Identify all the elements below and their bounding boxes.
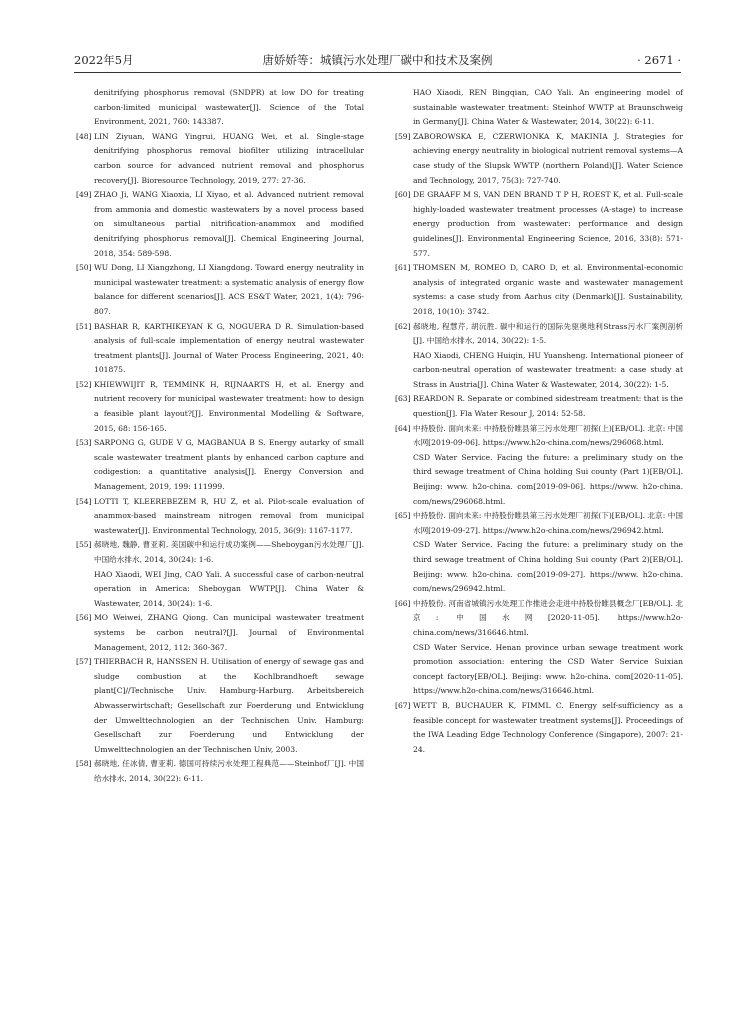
- reference-entry: [76, 261, 364, 319]
- reference-text: 中持股份. 面向未来: 中持股份睢县第三污水处理厂初探(上)[EB/OL]. 北京: 中国水网[2019-09-06]. https://www.h2o-china.com/news/296068.html.: [413, 423, 683, 448]
- reference-entry: [395, 392, 683, 421]
- reference-entry: [76, 538, 364, 611]
- reference-number: [64]: [395, 423, 411, 433]
- running-header: [74, 52, 681, 68]
- reference-text: MO Weiwei, ZHANG Qiong. Can municipal wastewater treatment systems be carbon neutral?[J]. Journal of Environmental Management, 2012, 112: 360-367.: [94, 613, 364, 652]
- reference-translation: HAO Xiaodi, WEI Jing, CAO Yali. A successful case of carbon-neutral operation in America: Sheboygan WWTP[J]. China Water & Wastewater, 2014, 30(24): 1-6.: [94, 569, 364, 608]
- reference-number: [56]: [76, 613, 92, 623]
- reference-number: [51]: [76, 321, 92, 331]
- reference-entry: [395, 130, 683, 188]
- reference-number: [61]: [395, 263, 411, 273]
- reference-number: [49]: [76, 190, 92, 200]
- reference-entry: [395, 261, 683, 319]
- reference-entry: [76, 188, 364, 261]
- reference-text: THIERBACH R, HANSSEN H. Utilisation of energy of sewage gas and sludge combustion at the Kochlbrandhoeft sewage plant[C]//Technische Univ. Hamburg-Harburg. Arbeitsbereich Abwasserwirtschaft; Gesellschaft zur Foerderung und Entwicklung der Umwelttechnologien an der Technischen Univ. Hamburg: Gesellschaft zur Foerderung und Entwicklung der Umwelttechnologien an der Technischen Univ, 2003.: [94, 657, 364, 754]
- reference-text: KHIEWWIJIT R, TEMMINK H, RIJNAARTS H, et al. Energy and nutrient recovery for municipal wastewater treatment: how to design a feasible plant layout?[J]. Environmental Modelling & Software, 2015, 68: 156-165.: [94, 379, 364, 433]
- reference-text: 郝晓地, 魏静, 曹亚莉. 美国碳中和运行成功案例——Sheboygan污水处理厂[J]. 中国给水排水, 2014, 30(24): 1-6.: [94, 540, 364, 564]
- reference-entry: [76, 611, 364, 655]
- reference-number: [48]: [76, 131, 92, 141]
- reference-number: [67]: [395, 700, 411, 710]
- reference-entry: [76, 320, 364, 378]
- reference-number: [60]: [395, 190, 411, 200]
- running-title: 唐娇娇等：城镇污水处理厂碳中和技术及案例: [262, 53, 493, 67]
- reference-entry: [76, 495, 364, 539]
- reference-number: [50]: [76, 263, 92, 273]
- reference-text: WU Dong, LI Xiangzhong, LI Xiangdong. Toward energy neutrality in municipal wastewater treatment: a systematic analysis of energy flow balance for different scenarios[J]. ACS ES&T Water, 2021, 1(4): 796-807.: [94, 263, 364, 316]
- reference-entry: [395, 699, 683, 757]
- reference-text: denitrifying phosphorus removal (SNDPR) at low DO for treating carbon-limited municipal wastewater[J]. Science of the Total Environment, 2021, 760: 143387.: [94, 88, 364, 127]
- reference-text: REARDON R. Separate or combined sidestream treatment: that is the question[J]. Fla Water Resour J, 2014: 52-58.: [413, 394, 683, 419]
- reference-entry: [76, 86, 364, 130]
- issue-date: 2022年5月: [74, 53, 134, 67]
- reference-text: THOMSEN M, ROMEO D, CARO D, et al. Environmental-economic analysis of integrated organic waste and wastewater management systems: a case study from Aarhus city (Denmark)[J]. Sustainability, 2018, 10(10): 3742.: [413, 263, 683, 316]
- reference-text: WETT B, BUCHAUER K, FIMML C. Energy self-sufficiency as a feasible concept for wastewater treatment systems[J]. Proceedings of the IWA Leading Edge Technology Conference (Singapore), 2007: 21-24.: [413, 700, 683, 754]
- reference-text: ZABOROWSKA E, CZERWIONKA K, MAKINIA J. Strategies for achieving energy neutrality in biological nutrient removal systems—A case study of the Slupsk WWTP (northern Poland)[J]. Water Science and Technology, 2017, 75(3): 727-740.: [413, 131, 683, 185]
- reference-column-right: [395, 86, 683, 757]
- reference-number: [66]: [395, 598, 411, 608]
- reference-number: [65]: [395, 511, 411, 521]
- reference-text: ZHAO Ji, WANG Xiaoxia, LI Xiyao, et al. Advanced nutrient removal from ammonia and domestic wastewaters by a novel process based on simultaneous partial nitrification-anammox and modified denitrifying phosphorus removal[J]. Chemical Engineering Journal, 2018, 354: 589-598.: [94, 190, 364, 258]
- reference-text: 郝晓地, 程慧芹, 胡沅胜. 碳中和运行的国际先驱奥地利Strass污水厂案例剖析[J]. 中国给水排水, 2014, 30(22): 1-5.: [413, 321, 683, 346]
- reference-entry: [76, 757, 364, 786]
- reference-text: 中持股份. 河南省城镇污水处理工作推进会走进中持股份睢县概念厂[EB/OL]. 北京: 中国水网[2020-11-05]. https://www.h2o-china.com/news/316646.html.: [413, 598, 683, 637]
- reference-text: DE GRAAFF M S, VAN DEN BRAND T P H, ROEST K, et al. Full-scale highly-loaded wastewater treatment processes (A-stage) to increase energy production from wastewater: performance and design guidelines[J]. Environmental Engineering Science, 2016, 33(8): 571-577.: [413, 190, 683, 258]
- reference-translation: CSD Water Service. Facing the future: a preliminary study on the third sewage treatment of China holding Sui county (Part 2)[EB/OL]. Beijing: www. h2o-china. com[2019-09-27]. https://www. h2o-china. com/news/296942.html.: [413, 540, 683, 594]
- reference-entry: [395, 509, 683, 597]
- reference-number: [57]: [76, 657, 92, 667]
- reference-number: [63]: [395, 394, 411, 404]
- reference-entry: [395, 422, 683, 510]
- reference-entry: [395, 188, 683, 261]
- reference-entry: [395, 86, 683, 130]
- reference-text: BASHAR R, KARTHIKEYAN K G, NOGUERA D R. Simulation-based analysis of full-scale implementation of energy neutral wastewater treatment plants[J]. Journal of Water Process Engineering, 2021, 40: 101875.: [94, 321, 364, 375]
- reference-translation: CSD Water Service. Facing the future: a preliminary study on the third sewage treatment of China holding Sui county (Part 1)[EB/OL]. Beijing: www. h2o-china. com[2019-09-06]. https://www. h2o-china. com/news/296068.html.: [413, 452, 683, 506]
- header-rule: [74, 72, 681, 73]
- reference-text: SARPONG G, GUDE V G, MAGBANUA B S. Energy autarky of small scale wastewater treatment plants by enhanced carbon capture and codigestion: a quantitative analysis[J]. Energy Conversion and Management, 2019, 199: 111999.: [94, 438, 364, 492]
- reference-column-left: [76, 86, 364, 787]
- reference-number: [58]: [76, 759, 92, 769]
- reference-entry: [76, 130, 364, 188]
- reference-translation: HAO Xiaodi, CHENG Huiqin, HU Yuansheng. International pioneer of carbon-neutral operation of wastewater treatment: a case study at Strass in Austria[J]. China Water & Wastewater, 2014, 30(22): 1-5.: [413, 350, 683, 389]
- reference-entry: [76, 436, 364, 494]
- reference-number: [59]: [395, 131, 411, 141]
- reference-entry: [395, 320, 683, 393]
- reference-text: 郝晓地, 任冰倩, 曹亚莉. 德国可持续污水处理工程典范——Steinhof厂[J]. 中国给水排水, 2014, 30(22): 6-11.: [94, 759, 364, 783]
- reference-text: HAO Xiaodi, REN Bingqian, CAO Yali. An engineering model of sustainable wastewater treatment: Steinhof WWTP at Braunschweig in Germany[J]. China Water & Wastewater, 2014, 30(22): 6-11.: [413, 88, 683, 127]
- reference-number: [62]: [395, 321, 411, 331]
- reference-entry: [395, 597, 683, 699]
- reference-entry: [76, 655, 364, 757]
- page-number: · 2671 ·: [637, 53, 681, 67]
- reference-translation: CSD Water Service. Henan province urban sewage treatment work promotion association: entering the CSD Water Service Suixian concept factory[EB/OL]. Beijing: www. h2o-china. com[2020-11-05]. https://www.h2o-china.com/news/316646.html.: [413, 642, 683, 696]
- reference-text: LOTTI T, KLEEREBEZEM R, HU Z, et al. Pilot-scale evaluation of anammox-based mainstream nitrogen removal from municipal wastewater[J]. Environmental Technology, 2015, 36(9): 1167-1177.: [94, 496, 364, 535]
- reference-number: [55]: [76, 540, 92, 550]
- reference-text: 中持股份. 面向未来: 中持股份睢县第三污水处理厂初探(下)[EB/OL]. 北京: 中国水网[2019-09-27]. https://www.h2o-china.com/news/296942.html.: [413, 511, 683, 535]
- reference-number: [54]: [76, 496, 92, 506]
- reference-entry: [76, 378, 364, 436]
- reference-number: [52]: [76, 379, 92, 389]
- reference-number: [53]: [76, 438, 92, 448]
- reference-text: LIN Ziyuan, WANG Yingrui, HUANG Wei, et al. Single-stage denitrifying phosphorus removal biofilter utilizing intracellular carbon source for advanced nutrient removal and phosphorus recovery[J]. Bioresource Technology, 2019, 277: 27-36.: [94, 131, 364, 185]
